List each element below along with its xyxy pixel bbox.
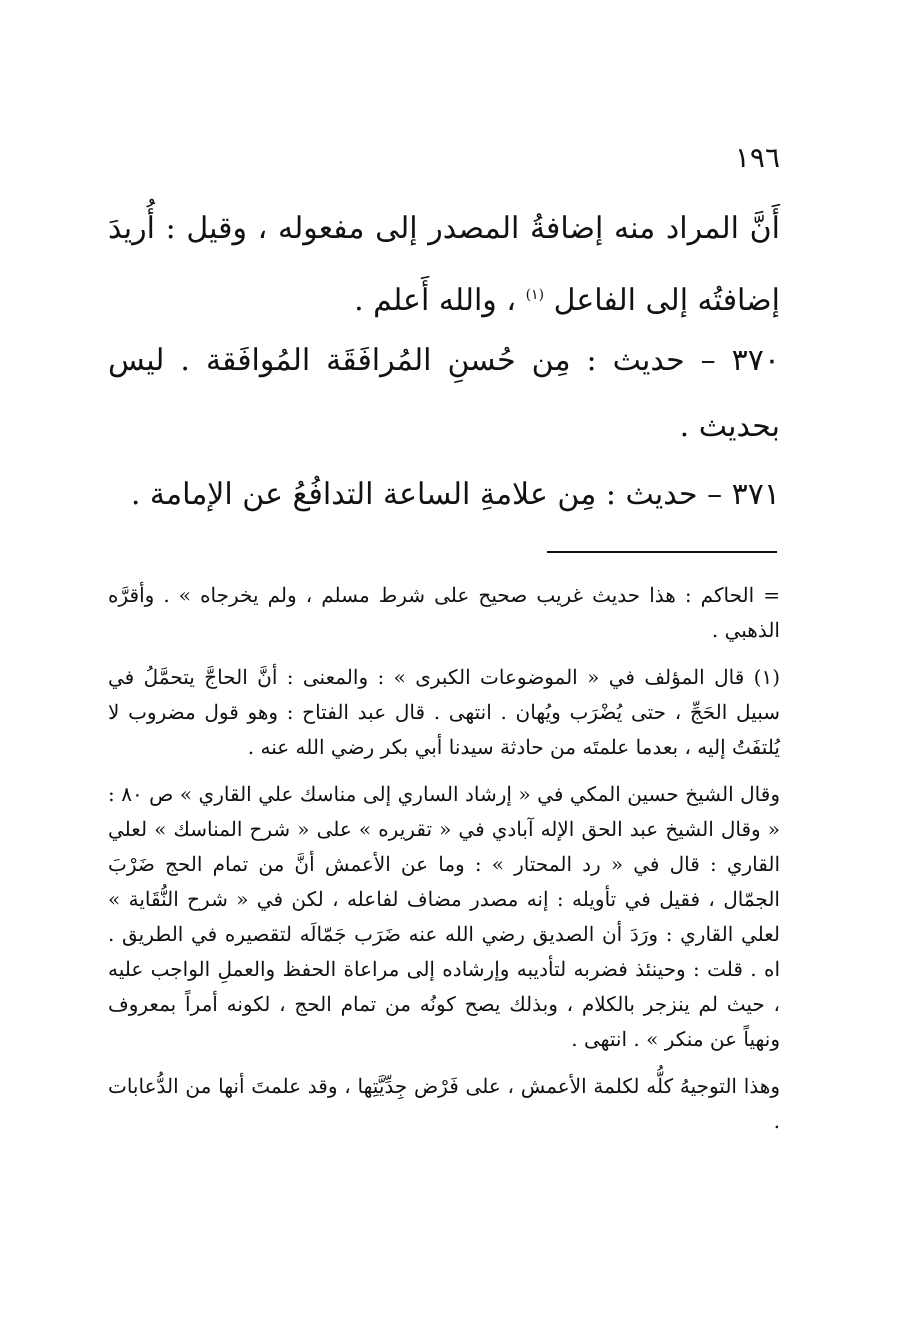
hadith-370-block <box>108 328 780 460</box>
footnote-ref-1: (١) <box>525 287 545 303</box>
paragraph-1-text: أَنَّ المراد منه إضافةُ المصدر إلى مفعوله ، وقيل : أُريدَ إضافتُه إلى الفاعل <box>108 211 780 318</box>
footnotes <box>108 578 780 1151</box>
hadith-371-block <box>108 462 780 528</box>
page-number: ١٩٦ <box>734 141 780 174</box>
main-text <box>108 196 780 334</box>
footnote-1-paragraph-3: وهذا التوجيهُ كلُّه لكلمة الأعمش ، على فَرْض جِدِّيَّتِها ، وقد علمتَ أنها من الدُّعابات . <box>108 1074 780 1133</box>
footnote-continuation: = الحاكم : هذا حديث غريب صحيح على شرط مسلم ، ولم يخرجاه » . وأقرَّه الذهبي . <box>108 583 780 642</box>
footnote-1-paragraph-2: وقال الشيخ حسين المكي في « إرشاد الساري إلى مناسك علي القاري » ص ٨٠ : « وقال الشيخ عبد الحق الإله آبادي في « تقريره » على « شرح المناسك » لعلي القاري : قال في « رد المحتار » : وما عن الأعمش أنَّ من تمام الحج ضَرْبَ الجمّال ، فقيل في تأويله : إنه مصدر مضاف لفاعله ، لكن في « شرح النُّقَاية » لعلي القاري : ورَدَ أن الصديق رضي الله عنه ضَرَب جَمّالَه لتقصيره في الطريق . اه . قلت : وحينئذ فضربه لتأديبه وإرشاده إلى مراعاة الحفظ والعملِ الواجب عليه ، حيث لم ينزجر بالكلام ، وبذلك يصح كونُه من تمام الحج ، لكونه أمراً بمعروف ونهياً عن منكر » . انتهى . <box>108 782 780 1051</box>
footnote-divider <box>547 551 777 553</box>
hadith-370: ٣٧٠ – حديث : مِن حُسنِ المُرافَقَة المُوافَقة . ليس بحديث . <box>108 343 780 444</box>
hadith-371: ٣٧١ – حديث : مِن علامةِ الساعة التدافُعُ عن الإمامة . <box>130 477 780 512</box>
paragraph-1-end: ، والله أَعلم . <box>354 283 517 318</box>
footnote-1: (١) قال المؤلف في « الموضوعات الكبرى » : والمعنى : أنَّ الحاجَّ يتحمَّلُ في سبيل الحَجِّ ، حتى يُضْرَب ويُهان . انتهى . قال عبد الفتاح : وهو قول مضروب لا يُلتفَتُ إليه ، بعدما علمتَه من حادثة سيدنا أبي بكر رضي الله عنه . <box>108 665 780 759</box>
paragraph-1 <box>108 196 780 334</box>
